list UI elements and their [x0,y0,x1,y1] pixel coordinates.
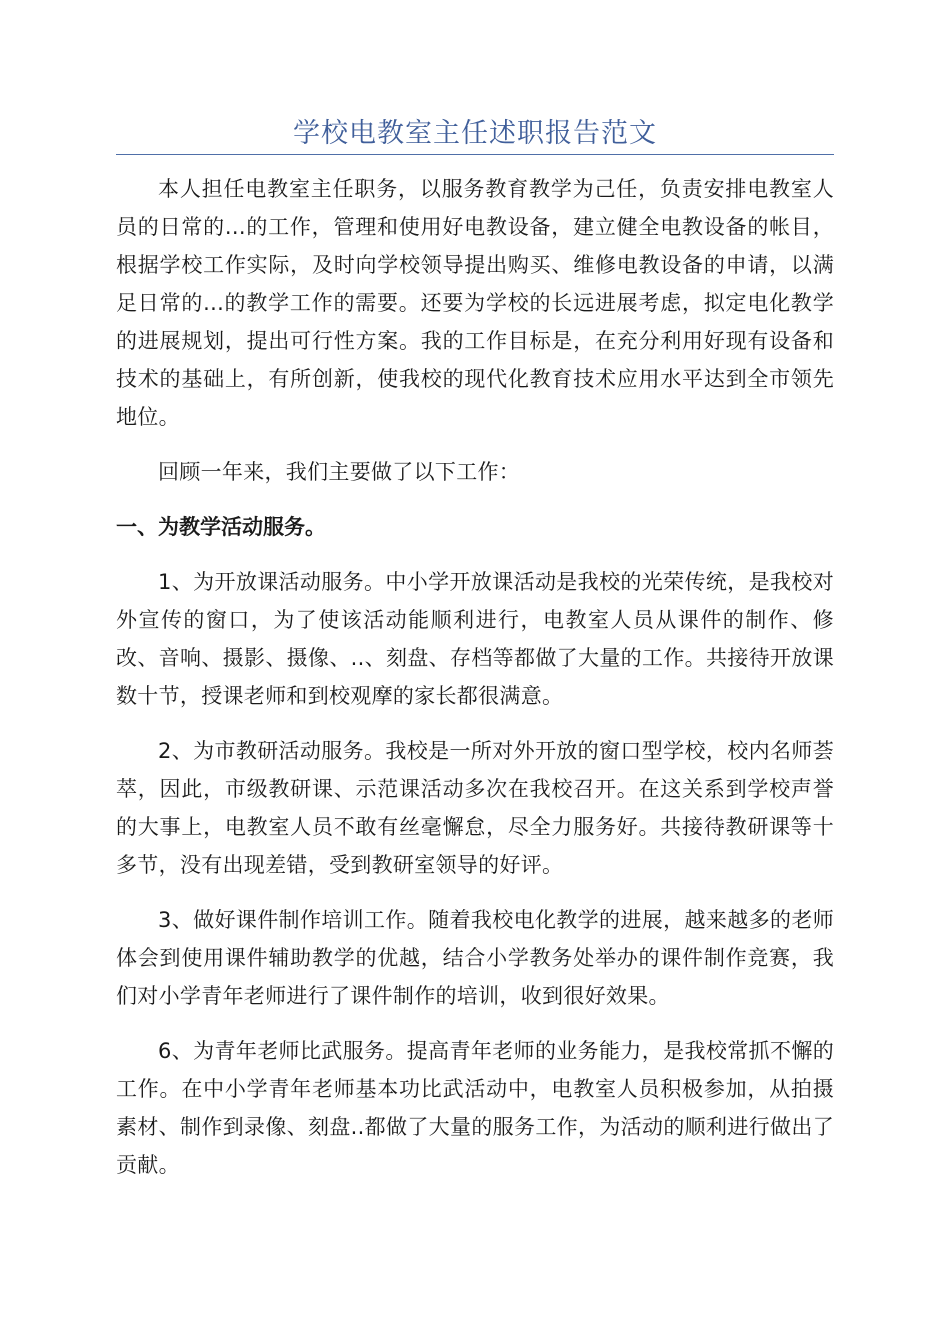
section-heading: 一、为教学活动服务。 [116,515,326,539]
intro-paragraph: 本人担任电教室主任职务，以服务教育教学为己任，负责安排电教室人员的日常的...的工作，管理和使用好电教设备，建立健全电教设备的帐目，根据学校工作实际，及时向学校领导提出购买、维修电教设备的申请，以满足日常的...的教学工作的需要。还要为学校的长远进展考虑，拟定电化教学的进展规划，提出可行性方案。我的工作目标是，在充分利用好现有设备和技术的基础上，有所创新，使我校的现代化教育技术应用水平达到全市领先地位。 [116,177,834,429]
title-underline [116,154,834,155]
list-item-paragraph: 3、做好课件制作培训工作。随着我校电化教学的进展，越来越多的老师体会到使用课件辅助教学的优越，结合小学教务处举办的课件制作竞赛，我们对小学青年老师进行了课件制作的培训，收到很好效果。 [116,908,834,1008]
document-title: 学校电教室主任述职报告范文 [293,118,657,149]
document-body [116,170,834,1201]
review-paragraph: 回顾一年来，我们主要做了以下工作： [158,460,521,484]
list-item-paragraph: 2、为市教研活动服务。我校是一所对外开放的窗口型学校，校内名师荟萃，因此，市级教研课、示范课活动多次在我校召开。在这关系到学校声誉的大事上，电教室人员不敢有丝毫懈怠，尽全力服务好。共接待教研课等十多节，没有出现差错，受到教研室领导的好评。 [116,739,834,877]
list-item-paragraph: 1、为开放课活动服务。中小学开放课活动是我校的光荣传统，是我校对外宣传的窗口，为了使该活动能顺利进行，电教室人员从课件的制作、修改、音响、摄影、摄像、..、刻盘、存档等都做了大量的工作。共接待开放课数十节，授课老师和到校观摩的家长都很满意。 [116,570,834,708]
list-item-paragraph: 6、为青年老师比武服务。提高青年老师的业务能力，是我校常抓不懈的工作。在中小学青年老师基本功比武活动中，电教室人员积极参加，从拍摄素材、制作到录像、刻盘..都做了大量的服务工作，为活动的顺利进行做出了贡献。 [116,1039,834,1177]
